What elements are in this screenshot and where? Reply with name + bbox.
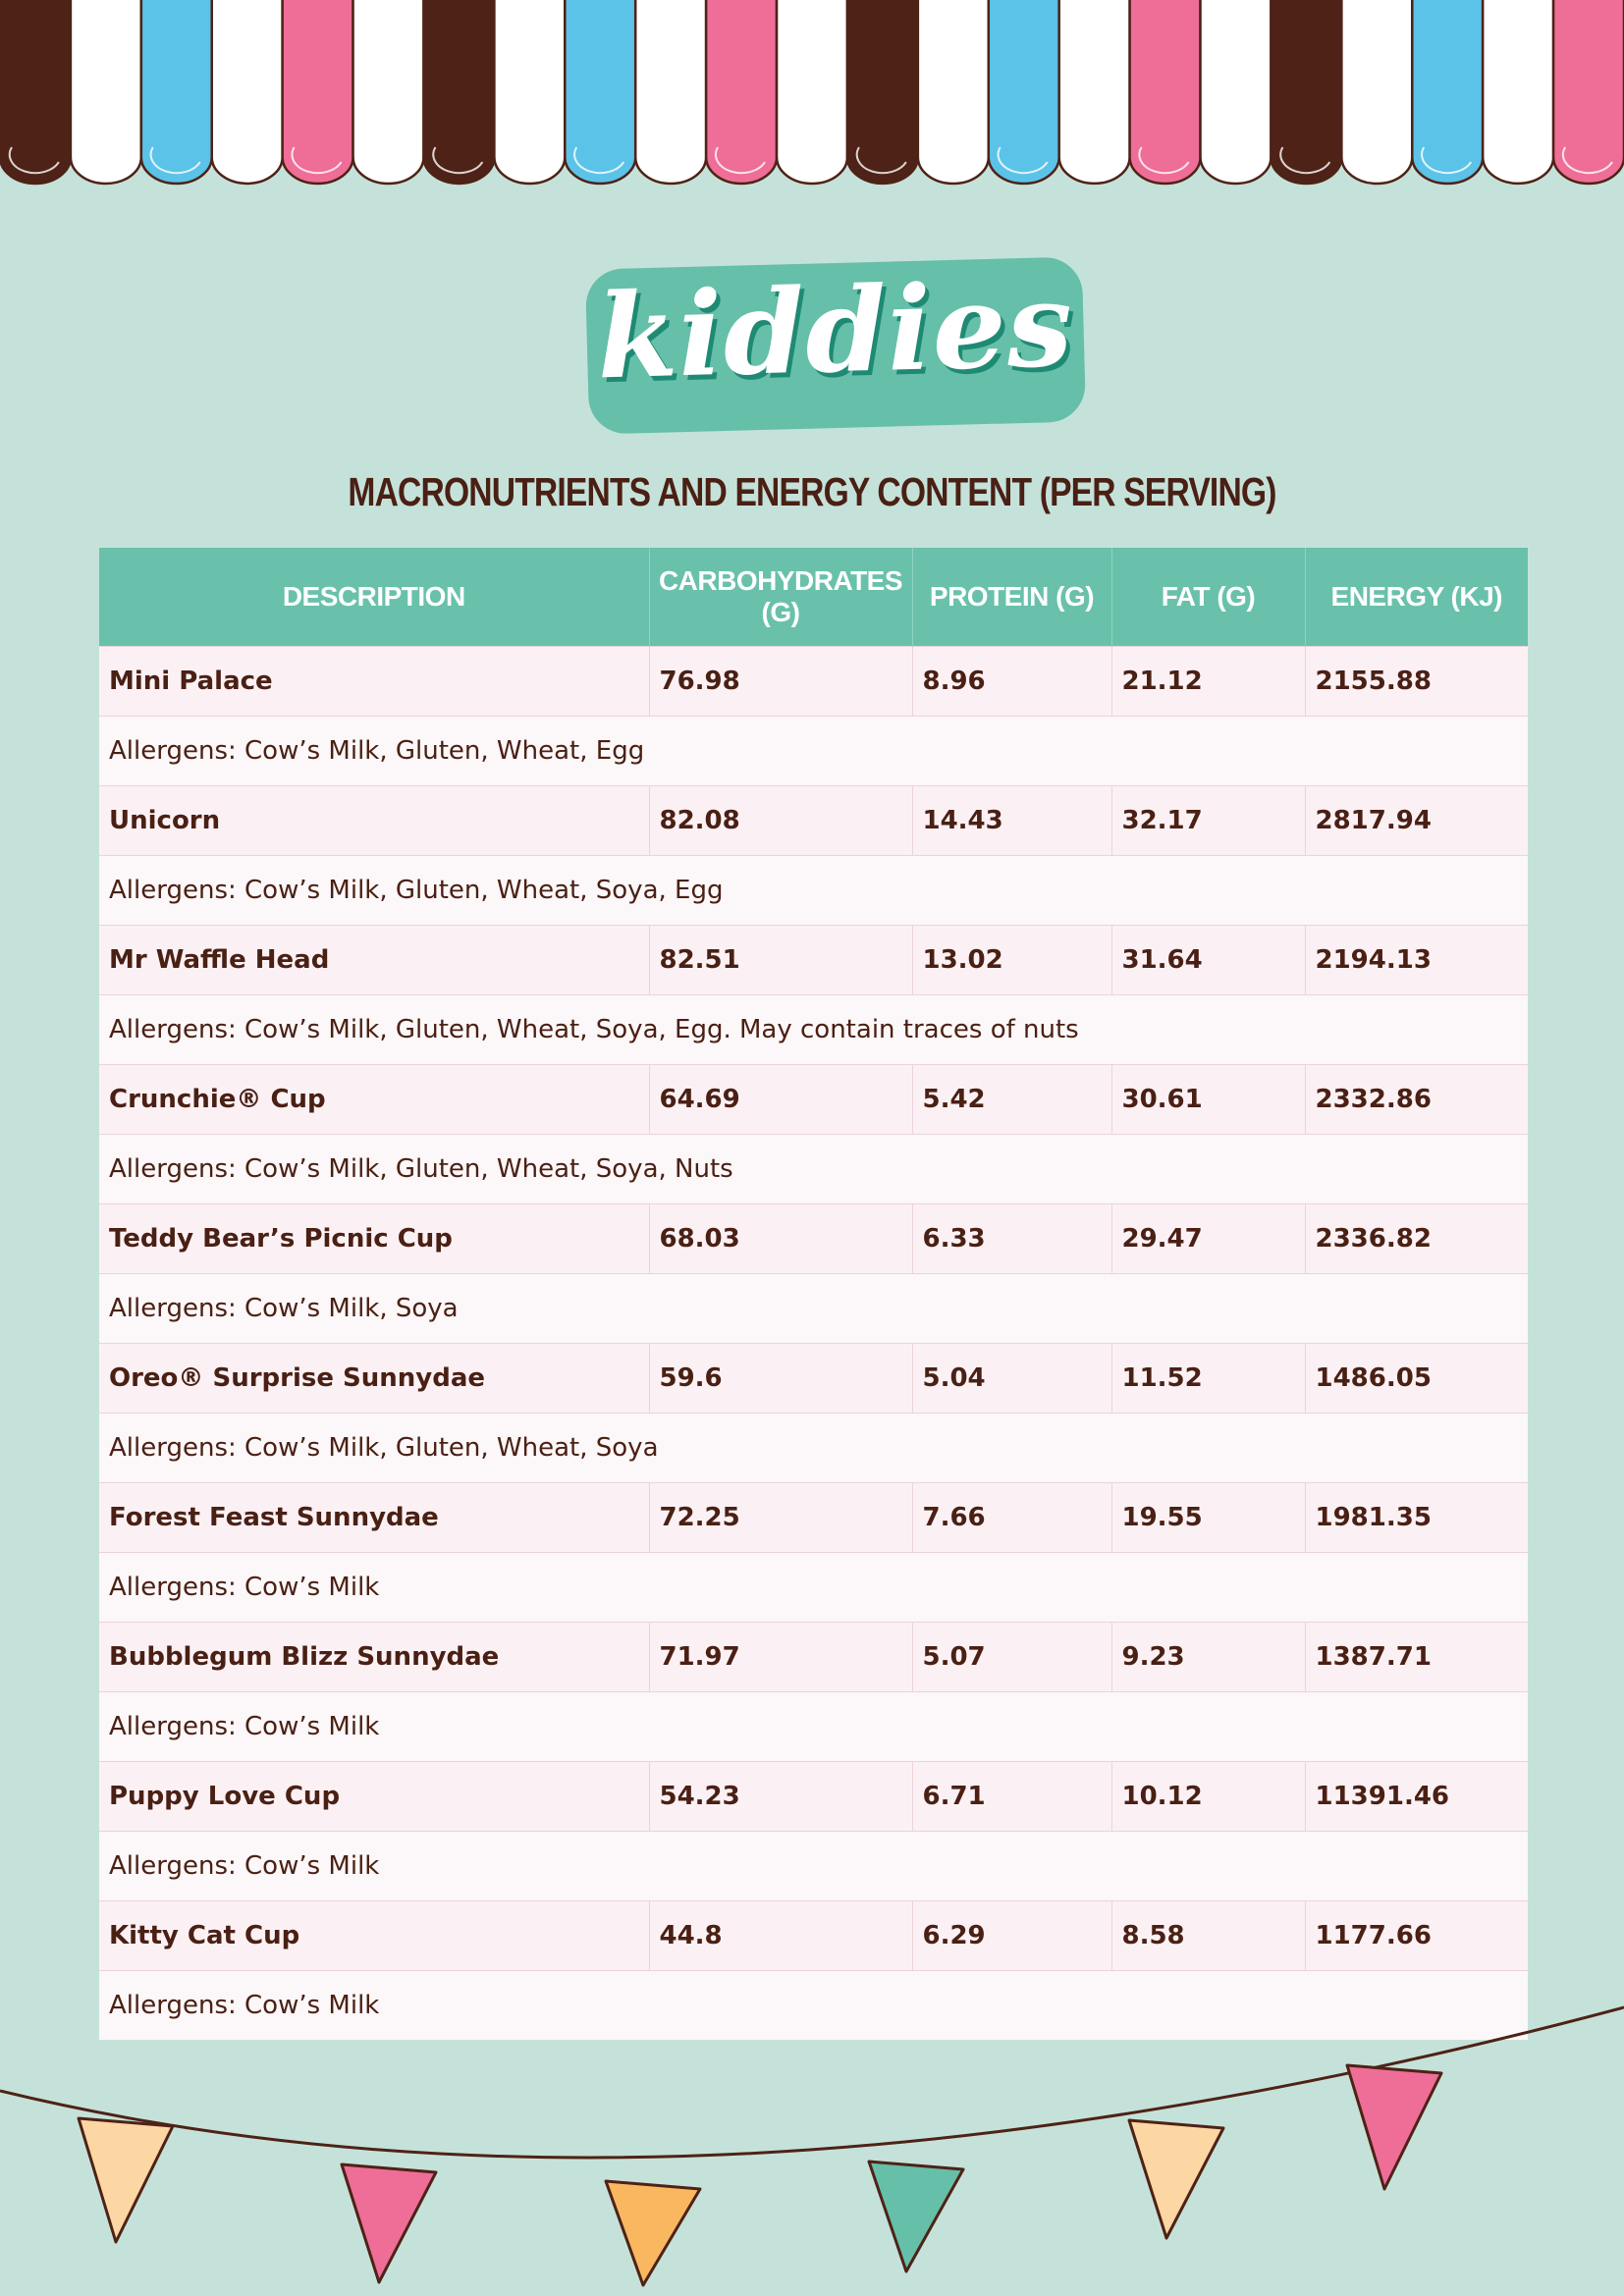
item-name: Unicorn xyxy=(99,786,649,856)
energy-value: 2336.82 xyxy=(1305,1204,1528,1274)
allergen-row xyxy=(99,856,1528,926)
bunting-flag xyxy=(342,2164,436,2282)
table-row xyxy=(99,1623,1528,1692)
protein-value: 13.02 xyxy=(912,926,1111,995)
table-row xyxy=(99,786,1528,856)
bunting-flag xyxy=(606,2181,700,2285)
allergens-text: Allergens: Cow’s Milk xyxy=(99,1971,1528,2041)
energy-value: 2194.13 xyxy=(1305,926,1528,995)
allergens-text: Allergens: Cow’s Milk xyxy=(99,1553,1528,1623)
fat-value: 9.23 xyxy=(1111,1623,1305,1692)
protein-value: 5.42 xyxy=(912,1065,1111,1135)
awning-stripe xyxy=(1059,0,1130,184)
item-name: Kitty Cat Cup xyxy=(99,1901,649,1971)
item-name: Forest Feast Sunnydae xyxy=(99,1483,649,1553)
awning-stripe xyxy=(918,0,989,184)
table-row xyxy=(99,1344,1528,1414)
table-row xyxy=(99,1065,1528,1135)
table-row xyxy=(99,1204,1528,1274)
allergen-row xyxy=(99,717,1528,786)
header-carbohydrates: CARBOHYDRATES (G) xyxy=(649,548,912,647)
allergens-text: Allergens: Cow’s Milk, Gluten, Wheat, Soya, Egg. May contain traces of nuts xyxy=(99,995,1528,1065)
nutrition-table xyxy=(99,548,1528,2040)
allergen-row xyxy=(99,1553,1528,1623)
awning-stripe xyxy=(1201,0,1272,184)
fat-value: 11.52 xyxy=(1111,1344,1305,1414)
allergens-text: Allergens: Cow’s Milk xyxy=(99,1832,1528,1901)
carbohydrates-value: 82.08 xyxy=(649,786,912,856)
protein-value: 5.07 xyxy=(912,1623,1111,1692)
table-body xyxy=(99,647,1528,2041)
page-title: MACRONUTRIENTS AND ENERGY CONTENT (PER SERVING) xyxy=(348,469,1276,514)
bunting-flag xyxy=(869,2162,963,2271)
fat-value: 8.58 xyxy=(1111,1901,1305,1971)
awning-stripe xyxy=(494,0,565,184)
protein-value: 7.66 xyxy=(912,1483,1111,1553)
fat-value: 21.12 xyxy=(1111,647,1305,717)
allergens-text: Allergens: Cow’s Milk, Soya xyxy=(99,1274,1528,1344)
energy-value: 1177.66 xyxy=(1305,1901,1528,1971)
logo-text: kiddies xyxy=(595,255,1075,404)
carbohydrates-value: 59.6 xyxy=(649,1344,912,1414)
energy-value: 1486.05 xyxy=(1305,1344,1528,1414)
table-row xyxy=(99,926,1528,995)
striped-awning xyxy=(0,0,1624,206)
carbohydrates-value: 72.25 xyxy=(649,1483,912,1553)
header-protein: PROTEIN (G) xyxy=(912,548,1111,647)
allergen-row xyxy=(99,1832,1528,1901)
allergens-text: Allergens: Cow’s Milk, Gluten, Wheat, Soya xyxy=(99,1414,1528,1483)
table-row xyxy=(99,1762,1528,1832)
energy-value: 2332.86 xyxy=(1305,1065,1528,1135)
energy-value: 11391.46 xyxy=(1305,1762,1528,1832)
item-name: Bubblegum Blizz Sunnydae xyxy=(99,1623,649,1692)
protein-value: 14.43 xyxy=(912,786,1111,856)
protein-value: 6.71 xyxy=(912,1762,1111,1832)
table-row xyxy=(99,1483,1528,1553)
bunting-flag xyxy=(79,2118,173,2242)
energy-value: 2817.94 xyxy=(1305,786,1528,856)
awning-stripe xyxy=(635,0,706,184)
carbohydrates-value: 71.97 xyxy=(649,1623,912,1692)
item-name: Mini Palace xyxy=(99,647,649,717)
allergen-row xyxy=(99,1135,1528,1204)
table-header-row xyxy=(99,548,1528,647)
header-fat: FAT (G) xyxy=(1111,548,1305,647)
header-energy: ENERGY (KJ) xyxy=(1305,548,1528,647)
energy-value: 1981.35 xyxy=(1305,1483,1528,1553)
allergen-row xyxy=(99,1274,1528,1344)
awning-stripe xyxy=(1341,0,1412,184)
bunting-flag xyxy=(1347,2065,1441,2189)
fat-value: 32.17 xyxy=(1111,786,1305,856)
allergen-row xyxy=(99,1414,1528,1483)
allergens-text: Allergens: Cow’s Milk, Gluten, Wheat, Soya, Nuts xyxy=(99,1135,1528,1204)
header-description: DESCRIPTION xyxy=(99,548,649,647)
carbohydrates-value: 64.69 xyxy=(649,1065,912,1135)
fat-value: 30.61 xyxy=(1111,1065,1305,1135)
item-name: Teddy Bear’s Picnic Cup xyxy=(99,1204,649,1274)
allergens-text: Allergens: Cow’s Milk xyxy=(99,1692,1528,1762)
fat-value: 29.47 xyxy=(1111,1204,1305,1274)
bunting-flag xyxy=(1129,2120,1223,2238)
allergens-text: Allergens: Cow’s Milk, Gluten, Wheat, Egg xyxy=(99,717,1528,786)
table-row xyxy=(99,1901,1528,1971)
carbohydrates-value: 76.98 xyxy=(649,647,912,717)
kiddies-logo xyxy=(585,256,1086,434)
bunting-garland xyxy=(0,1993,1624,2296)
awning-stripe xyxy=(353,0,424,184)
item-name: Crunchie® Cup xyxy=(99,1065,649,1135)
carbohydrates-value: 82.51 xyxy=(649,926,912,995)
energy-value: 2155.88 xyxy=(1305,647,1528,717)
allergen-row xyxy=(99,1692,1528,1762)
awning-stripe xyxy=(1483,0,1553,184)
carbohydrates-value: 68.03 xyxy=(649,1204,912,1274)
item-name: Oreo® Surprise Sunnydae xyxy=(99,1344,649,1414)
fat-value: 10.12 xyxy=(1111,1762,1305,1832)
energy-value: 1387.71 xyxy=(1305,1623,1528,1692)
carbohydrates-value: 44.8 xyxy=(649,1901,912,1971)
allergen-row xyxy=(99,995,1528,1065)
fat-value: 19.55 xyxy=(1111,1483,1305,1553)
protein-value: 5.04 xyxy=(912,1344,1111,1414)
awning-stripe xyxy=(71,0,141,184)
awning-stripe xyxy=(212,0,283,184)
awning-stripe xyxy=(777,0,847,184)
protein-value: 6.29 xyxy=(912,1901,1111,1971)
carbohydrates-value: 54.23 xyxy=(649,1762,912,1832)
item-name: Mr Waffle Head xyxy=(99,926,649,995)
protein-value: 6.33 xyxy=(912,1204,1111,1274)
protein-value: 8.96 xyxy=(912,647,1111,717)
allergens-text: Allergens: Cow’s Milk, Gluten, Wheat, Soya, Egg xyxy=(99,856,1528,926)
table-row xyxy=(99,647,1528,717)
item-name: Puppy Love Cup xyxy=(99,1762,649,1832)
fat-value: 31.64 xyxy=(1111,926,1305,995)
